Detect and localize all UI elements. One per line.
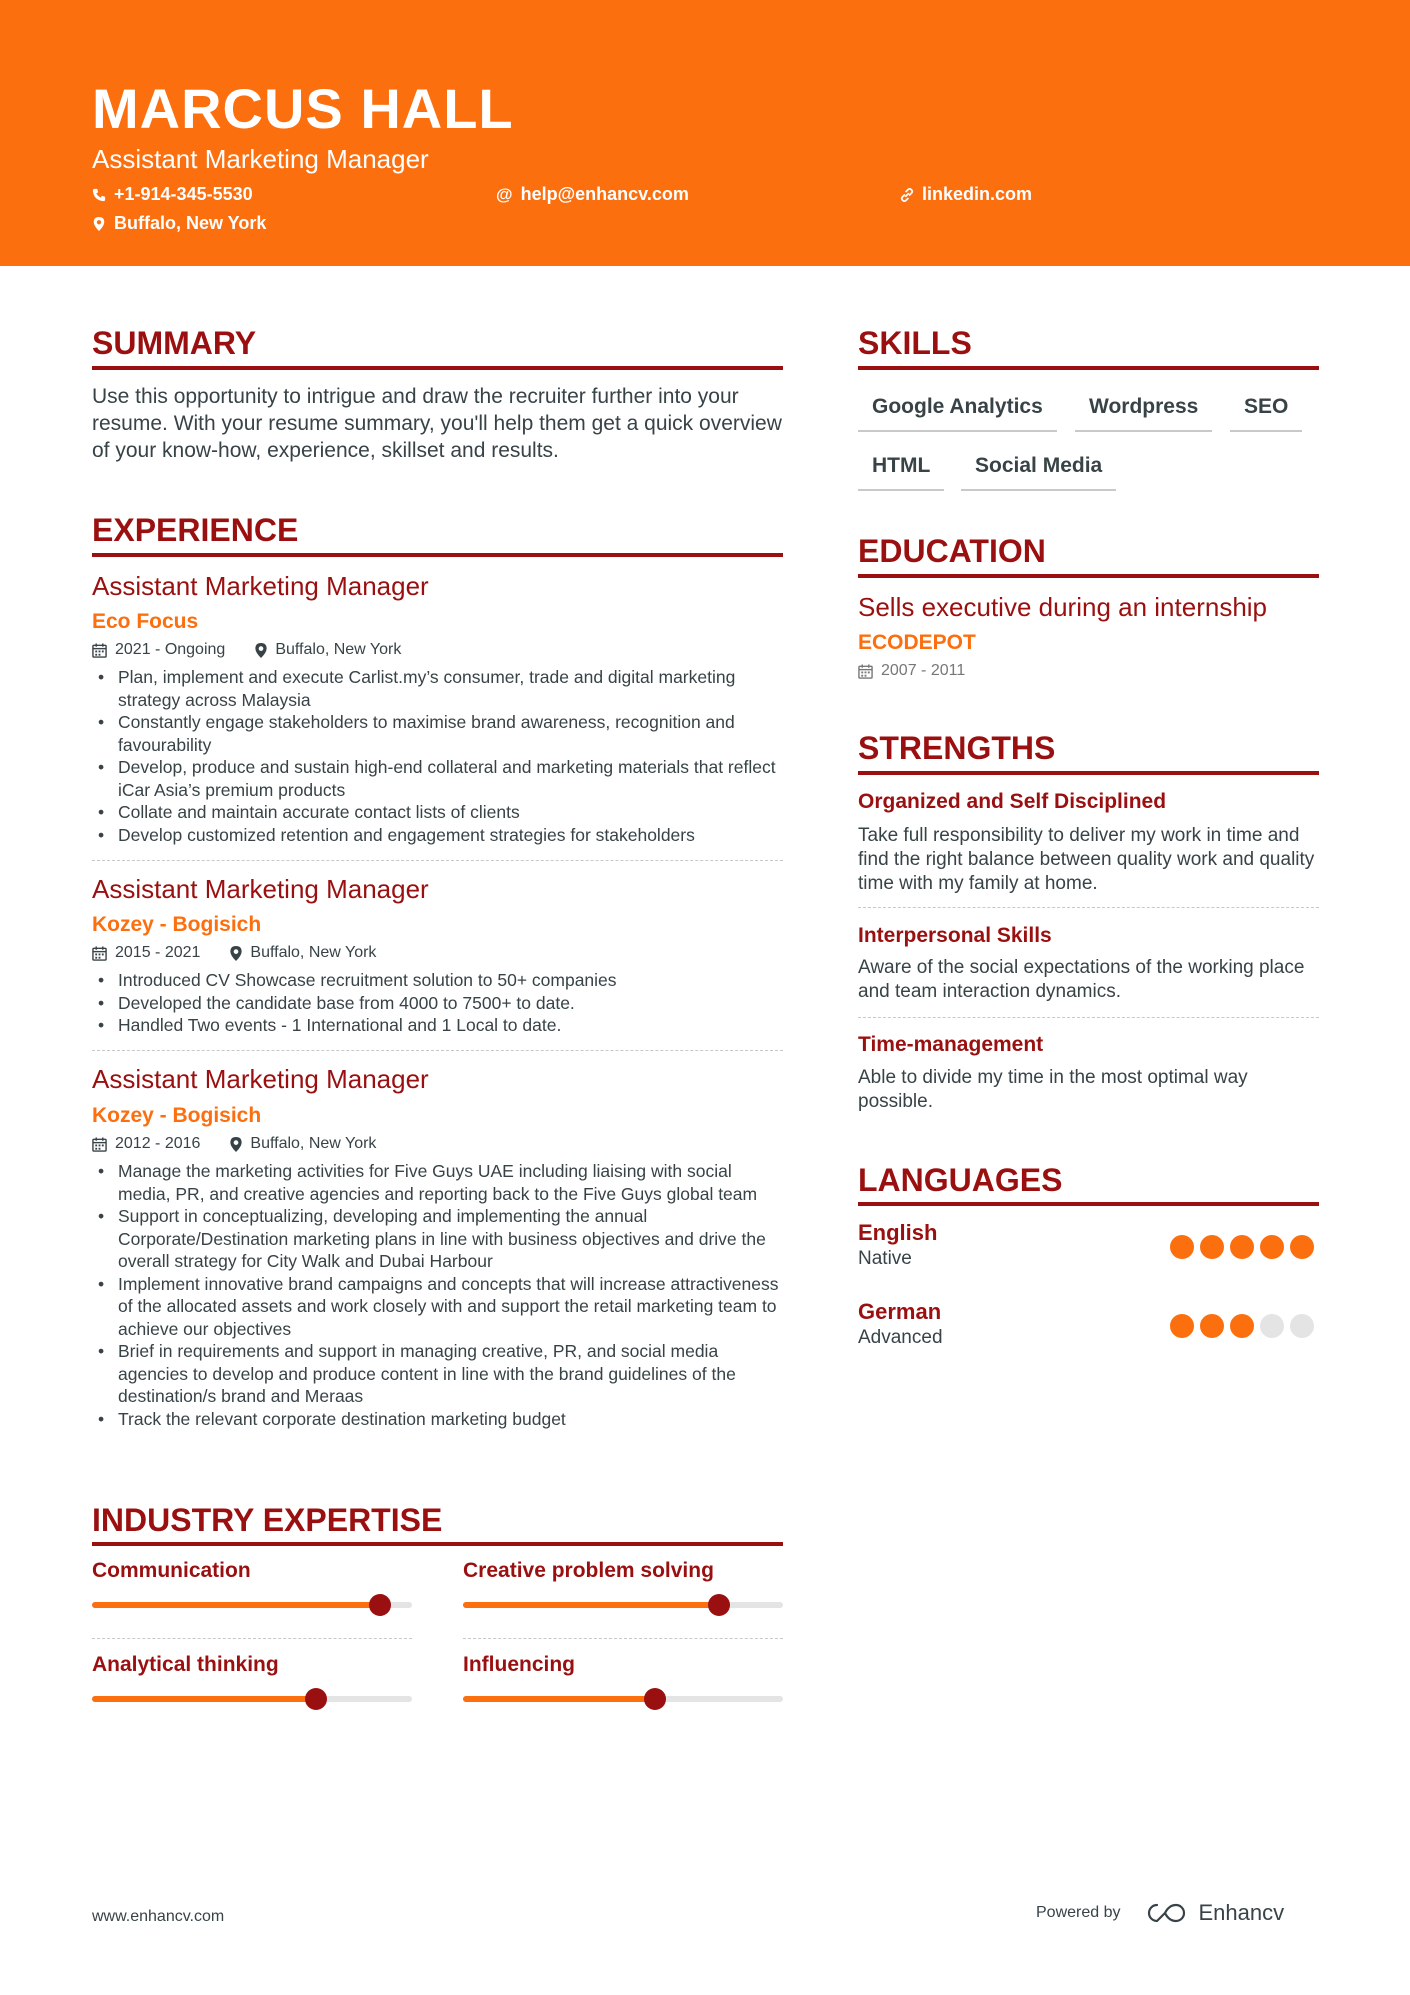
phone-text: +1-914-345-5530 [114, 184, 253, 204]
experience-heading: EXPERIENCE [92, 512, 299, 548]
skill-tag: Wordpress [1075, 388, 1212, 432]
education-dates: 2007 - 2011 [881, 662, 966, 679]
list-item: • Manage the marketing activities for Five Guys UAE including liaising with social media, PR, and creative agencies and reporting back to the Five Guys global team [92, 1160, 782, 1205]
divider [858, 1017, 1319, 1018]
strength-text: Able to divide my time in the most optimal way possible. [858, 1067, 1248, 1112]
language-level: Native [858, 1248, 912, 1269]
divider [92, 860, 783, 861]
job-location-text: Buffalo, New York [250, 1135, 377, 1152]
rating-dot [1170, 1235, 1194, 1259]
location-contact [92, 213, 266, 234]
linkedin-text: linkedin.com [922, 184, 1033, 204]
job-location [255, 641, 401, 659]
divider [858, 907, 1319, 908]
list-item: • Introduced CV Showcase recruitment solution to 50+ companies [92, 969, 782, 992]
list-item: • Implement innovative brand campaigns and concepts that will increase attractiveness of the allocated assets and work closely with and support the retail marketing team to achieve our objectives [92, 1273, 782, 1341]
rating-dot [1170, 1314, 1194, 1338]
education-title: Sells executive during an internship [858, 592, 1268, 622]
expertise-knob [369, 1594, 391, 1616]
expertise-label: Communication [92, 1559, 251, 1582]
skill-tag: Social Media [961, 447, 1116, 491]
strength-title: Organized and Self Disciplined [858, 790, 1167, 813]
job-title: Assistant Marketing Manager [92, 1064, 429, 1094]
job-company: Kozey - Bogisich [92, 913, 262, 936]
location-text: Buffalo, New York [114, 213, 267, 233]
email-text: help@enhancv.com [520, 184, 689, 204]
calendar-icon [92, 643, 107, 658]
expertise-label: Influencing [463, 1653, 575, 1676]
language-level: Advanced [858, 1327, 943, 1348]
enhancv-brand-text: Enhancv [1198, 1900, 1285, 1925]
at-icon: @ [496, 184, 513, 204]
language-rating [1170, 1235, 1314, 1259]
expertise-bar [463, 1696, 783, 1702]
expertise-label: Creative problem solving [463, 1559, 714, 1582]
powered-by-text: Powered by [1036, 1904, 1121, 1921]
expertise-bar [92, 1696, 412, 1702]
job-bullets [92, 1160, 782, 1430]
link-icon [900, 188, 914, 202]
skills-rule [858, 366, 1319, 370]
languages-heading: LANGUAGES [858, 1162, 1063, 1198]
expertise-label: Analytical thinking [92, 1653, 279, 1676]
job-title: Assistant Marketing Manager [92, 874, 429, 904]
expertise-knob [708, 1594, 730, 1616]
list-item: • Brief in requirements and support in managing creative, PR, and social media agencies to develop and produce content in line with the brand guidelines of the destination/s brand and Meraas [92, 1340, 782, 1408]
divider [92, 1638, 412, 1639]
list-item: • Track the relevant corporate destination marketing budget [92, 1408, 782, 1431]
job-dates: 2021 - Ongoing [115, 641, 226, 658]
expertise-fill [463, 1602, 719, 1608]
summary-text: Use this opportunity to intrigue and draw the recruiter further into your resume. With your resume summary, you'll help them get a quick overview of your know-how, experience, skillset and results. [92, 385, 782, 462]
rating-dot [1230, 1314, 1254, 1338]
skill-tag: Google Analytics [858, 388, 1057, 432]
strengths-rule [858, 771, 1319, 775]
location-pin-icon [230, 946, 242, 961]
education-meta [858, 662, 965, 680]
email-contact[interactable] [496, 184, 689, 205]
list-item: • Handled Two events - 1 International and 1 Local to date. [92, 1014, 782, 1037]
divider [463, 1638, 783, 1639]
job-bullets [92, 969, 782, 1037]
expertise-bar [463, 1602, 783, 1608]
rating-dot [1230, 1235, 1254, 1259]
language-name: German [858, 1299, 942, 1324]
education-heading: EDUCATION [858, 533, 1046, 569]
expertise-knob [305, 1688, 327, 1710]
list-item: • Collate and maintain accurate contact lists of clients [92, 801, 782, 824]
summary-heading: SUMMARY [92, 325, 257, 361]
languages-rule [858, 1202, 1319, 1206]
job-company: Eco Focus [92, 610, 199, 633]
list-item: • Constantly engage stakeholders to maximise brand awareness, recognition and favourability [92, 711, 782, 756]
language-name: English [858, 1220, 938, 1245]
job-meta [92, 944, 376, 962]
expertise-fill [463, 1696, 655, 1702]
rating-dot [1290, 1314, 1314, 1338]
expertise-knob [644, 1688, 666, 1710]
rating-dot [1260, 1235, 1284, 1259]
job-location-text: Buffalo, New York [250, 944, 377, 961]
industry-heading: INDUSTRY EXPERTISE [92, 1502, 443, 1538]
candidate-title: Assistant Marketing Manager [92, 144, 429, 174]
enhancv-logo[interactable] [1145, 1900, 1285, 1926]
calendar-icon [92, 946, 107, 961]
expertise-fill [92, 1696, 316, 1702]
skill-tag: HTML [858, 447, 944, 491]
job-dates: 2015 - 2021 [115, 944, 201, 961]
linkedin-contact[interactable] [900, 184, 1032, 205]
job-meta [92, 1135, 376, 1153]
rating-dot [1260, 1314, 1284, 1338]
industry-rule [92, 1542, 783, 1546]
experience-rule [92, 553, 783, 557]
job-company: Kozey - Bogisich [92, 1104, 262, 1127]
phone-icon [92, 188, 106, 202]
list-item: • Develop, produce and sustain high-end collateral and marketing materials that reflect iCar Asia’s premium products [92, 756, 782, 801]
education-rule [858, 574, 1319, 578]
strength-title: Time-management [858, 1033, 1044, 1056]
location-pin-icon [92, 217, 106, 231]
rating-dot [1290, 1235, 1314, 1259]
location-pin-icon [255, 643, 267, 658]
calendar-icon [92, 1137, 107, 1152]
divider [92, 1050, 783, 1051]
job-meta [92, 641, 401, 659]
rating-dot [1200, 1314, 1224, 1338]
calendar-icon [858, 664, 873, 679]
footer-website[interactable]: www.enhancv.com [92, 1908, 225, 1925]
skill-tag: SEO [1230, 388, 1302, 432]
phone-contact[interactable] [92, 184, 253, 205]
summary-rule [92, 366, 783, 370]
footer-branding [1036, 1900, 1284, 1926]
job-location [230, 1135, 376, 1153]
location-pin-icon [230, 1137, 242, 1152]
strength-text: Aware of the social expectations of the working place and team interaction dynamics. [858, 957, 1305, 1002]
strength-text: Take full responsibility to deliver my work in time and find the right balance between quality work and quality time with my family at home. [858, 825, 1315, 894]
language-rating [1170, 1314, 1314, 1338]
strengths-heading: STRENGTHS [858, 730, 1056, 766]
list-item: • Plan, implement and execute Carlist.my’s consumer, trade and digital marketing strategy across Malaysia [92, 666, 782, 711]
job-dates: 2012 - 2016 [115, 1135, 201, 1152]
job-bullets [92, 666, 782, 846]
candidate-name: MARCUS HALL [92, 77, 514, 140]
list-item: • Support in conceptualizing, developing and implementing the annual Corporate/Destination marketing plans in line with business objectives and drive the overall strategy for City Walk and Dubai Harbour [92, 1205, 782, 1273]
rating-dot [1200, 1235, 1224, 1259]
job-location-text: Buffalo, New York [275, 641, 402, 658]
skills-heading: SKILLS [858, 325, 972, 361]
job-location [230, 944, 376, 962]
header-banner [0, 0, 1410, 266]
list-item: • Developed the candidate base from 4000 to 7500+ to date. [92, 992, 782, 1015]
strength-title: Interpersonal Skills [858, 924, 1052, 947]
job-title: Assistant Marketing Manager [92, 571, 429, 601]
expertise-fill [92, 1602, 380, 1608]
education-school: ECODEPOT [858, 631, 976, 654]
expertise-bar [92, 1602, 412, 1608]
enhancv-logo-icon [1145, 1901, 1191, 1925]
list-item: • Develop customized retention and engagement strategies for stakeholders [92, 824, 782, 847]
